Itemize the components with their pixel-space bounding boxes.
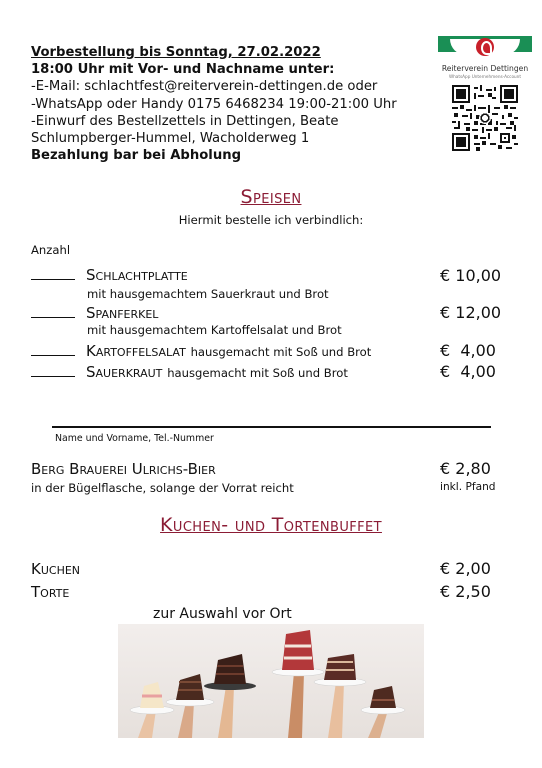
cake-item-price: € 2,00: [440, 559, 491, 578]
item-description: hausgemacht mit Soß und Brot: [167, 366, 348, 380]
item-description: hausgemacht mit Soß und Brot: [190, 345, 372, 359]
club-logo: [438, 36, 532, 151]
order-deadline: Vorbestellung bis Sonntag, 27.02.2022: [31, 45, 321, 60]
beer-description: in der Bügelflasche, solange der Vorrat reicht: [31, 481, 294, 495]
payment-note: Bezahlung bar bei Abholung: [31, 148, 242, 164]
order-drop-off: -Einwurf des Bestellzettels in Dettingen, Beate: [31, 113, 339, 129]
quantity-blank[interactable]: [31, 305, 75, 318]
beer-name: Berg Brauerei Ulrichs-Bier: [31, 460, 216, 478]
signature-line[interactable]: [52, 426, 491, 428]
item-name: Schlachtplatte: [86, 266, 188, 284]
item-price: € 4,00: [440, 341, 496, 360]
qr-code[interactable]: [452, 85, 518, 151]
menu-item-spanferkel: [31, 304, 158, 322]
horse-logo-icon: [476, 38, 494, 56]
order-info: [31, 44, 441, 164]
club-subtitle: WhatsApp Unternehmens-Account: [449, 74, 521, 79]
deposit-note: inkl. Pfand: [440, 481, 496, 493]
item-name: Kartoffelsalat: [86, 342, 186, 360]
item-description: mit hausgemachtem Kartoffelsalat und Brot: [87, 323, 342, 337]
selection-note: zur Auswahl vor Ort: [153, 606, 292, 622]
club-name: Reiterverein Dettingen: [441, 64, 529, 73]
speisen-subtitle: Hiermit bestelle ich verbindlich:: [178, 213, 364, 227]
item-price: € 12,00: [440, 303, 502, 322]
cake-item-name: Kuchen: [31, 560, 81, 578]
item-price: € 10,00: [440, 266, 502, 285]
order-address: Schlumpberger-Hummel, Wacholderweg 1: [31, 131, 310, 147]
item-description: mit hausgemachtem Sauerkraut und Brot: [87, 287, 329, 301]
speisen-heading: Speisen: [240, 186, 302, 208]
logo-banner: [438, 36, 532, 52]
menu-item-kartoffelsalat: [31, 342, 371, 360]
order-time-note: 18:00 Uhr mit Vor- und Nachname unter:: [31, 62, 335, 78]
order-email[interactable]: -E-Mail: schlachtfest@reiterverein-dettingen.de oder: [31, 79, 378, 95]
torte-item-name: Torte: [31, 583, 70, 601]
item-name: Sauerkraut: [86, 363, 163, 381]
menu-item-sauerkraut: [31, 363, 348, 381]
signature-label: Name und Vorname, Tel.-Nummer: [55, 433, 214, 444]
beer-price: € 2,80: [440, 459, 491, 478]
item-price: € 4,00: [440, 362, 496, 381]
kuchen-heading: Kuchen- und Tortenbuffet: [160, 514, 382, 536]
quantity-blank[interactable]: [31, 343, 75, 356]
item-name: Spanferkel: [86, 304, 159, 322]
cake-photo: [118, 624, 424, 738]
quantity-blank[interactable]: [31, 364, 75, 377]
menu-item-schlachtplatte: [31, 266, 188, 284]
order-phone[interactable]: -WhatsApp oder Handy 0175 6468234 19:00-21:00 Uhr: [31, 96, 397, 112]
quantity-label: Anzahl: [31, 243, 71, 257]
torte-item-price: € 2,50: [440, 582, 491, 601]
quantity-blank[interactable]: [31, 267, 75, 280]
